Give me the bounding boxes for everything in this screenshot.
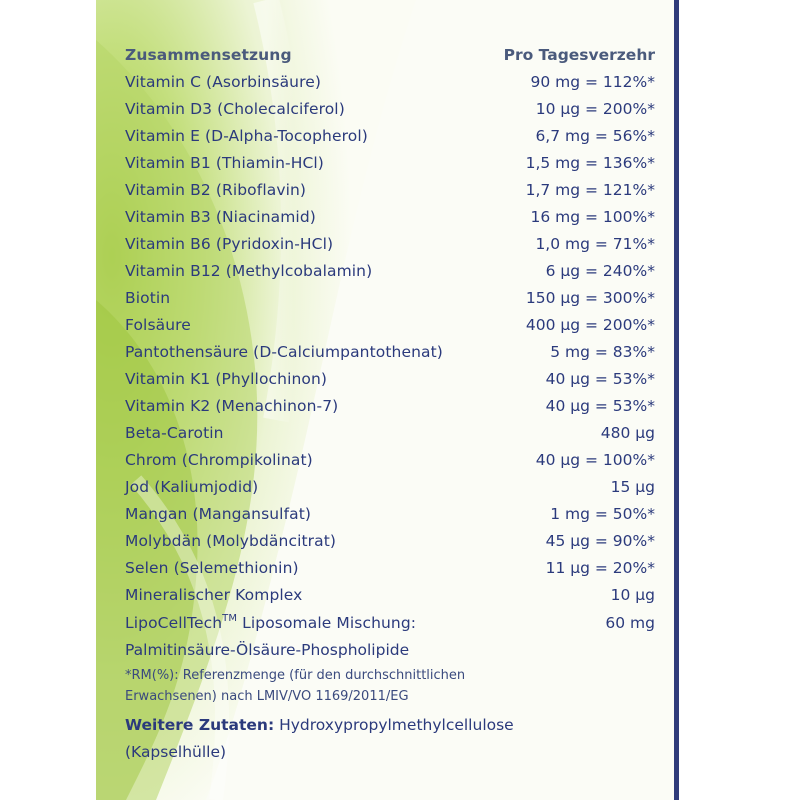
table-row	[125, 289, 655, 316]
table-row	[125, 262, 655, 289]
table-row	[125, 343, 655, 370]
lipo-detail: Palmitinsäure-Ölsäure-Phospholipide	[125, 641, 410, 659]
nutrient-name: Selen (Selemethionin)	[125, 559, 299, 577]
nutrient-name: Mineralischer Komplex	[125, 586, 303, 604]
table-row	[125, 397, 655, 424]
table-row	[125, 316, 655, 343]
lipo-amount: 60 mg	[605, 614, 655, 632]
table-row	[125, 235, 655, 262]
nutrient-name: Chrom (Chrompikolinat)	[125, 451, 313, 469]
nutrient-amount: 1,0 mg = 71%*	[535, 235, 655, 253]
further-ingredients-text: Hydroxypropylmethylcellulose	[274, 716, 514, 734]
nutrient-amount: 40 µg = 100%*	[535, 451, 655, 469]
table-row	[125, 127, 655, 154]
nutrient-name: Vitamin K2 (Menachinon-7)	[125, 397, 339, 415]
table-row	[125, 370, 655, 397]
nutrient-name: Vitamin B3 (Niacinamid)	[125, 208, 316, 226]
header-daily-dose: Pro Tagesverzehr	[503, 46, 655, 64]
table-row	[125, 208, 655, 235]
nutrient-amount: 6 µg = 240%*	[545, 262, 655, 280]
table-row	[125, 154, 655, 181]
nutrient-name: Molybdän (Molybdäncitrat)	[125, 532, 337, 550]
nutrient-name: Vitamin K1 (Phyllochinon)	[125, 370, 328, 388]
nutrient-amount: 15 µg	[610, 478, 655, 496]
nutrient-amount: 16 mg = 100%*	[530, 208, 655, 226]
nutrient-amount: 40 µg = 53%*	[545, 397, 655, 415]
nutrient-amount: 45 µg = 90%*	[545, 532, 655, 550]
footnote-line-2: Erwachsenen) nach LMIV/VO 1169/2011/EG	[125, 689, 409, 704]
trademark-sup: TM	[222, 613, 238, 624]
table-row	[125, 181, 655, 208]
nutrient-name: Jod (Kaliumjodid)	[125, 478, 259, 496]
nutrient-amount: 10 µg	[610, 586, 655, 604]
table-row	[125, 559, 655, 586]
nutrient-name: Mangan (Mangansulfat)	[125, 505, 312, 523]
nutrient-name: Pantothensäure (D-Calciumpantothenat)	[125, 343, 443, 361]
nutrient-name: Vitamin C (Asorbinsäure)	[125, 73, 322, 91]
nutrient-name: Vitamin B2 (Riboflavin)	[125, 181, 307, 199]
nutrient-name: Vitamin B6 (Pyridoxin-HCl)	[125, 235, 334, 253]
nutrient-name: Vitamin D3 (Cholecalciferol)	[125, 100, 345, 118]
further-ingredients	[125, 716, 514, 734]
nutrient-amount: 6,7 mg = 56%*	[535, 127, 655, 145]
table-row	[125, 73, 655, 100]
table-row	[125, 505, 655, 532]
nutrient-name: Vitamin E (D-Alpha-Tocopherol)	[125, 127, 368, 145]
nutrient-amount: 5 mg = 83%*	[550, 343, 655, 361]
nutrient-amount: 400 µg = 200%*	[525, 316, 655, 334]
further-ingredients-label: Weitere Zutaten:	[125, 716, 275, 734]
table-row	[125, 451, 655, 478]
footnote-line-1: *RM(%): Referenzmenge (für den durchschnittlichen	[125, 668, 466, 683]
lipo-name	[125, 614, 416, 632]
nutrient-amount: 10 µg = 200%*	[535, 100, 655, 118]
table-row	[125, 478, 655, 505]
nutrient-name: Folsäure	[125, 316, 191, 334]
lipo-name-suffix: Liposomale Mischung:	[237, 614, 417, 632]
nutrient-amount: 1,7 mg = 121%*	[525, 181, 655, 199]
table-row-lipocelltech	[125, 614, 655, 641]
nutrient-amount: 480 µg	[600, 424, 655, 442]
nutrient-amount: 11 µg = 20%*	[545, 559, 655, 577]
nutrient-name: Biotin	[125, 289, 171, 307]
nutrient-amount: 40 µg = 53%*	[545, 370, 655, 388]
nutrient-amount: 90 mg = 112%*	[530, 73, 655, 91]
table-row	[125, 586, 655, 613]
header-composition: Zusammensetzung	[125, 46, 292, 64]
nutrient-amount: 1,5 mg = 136%*	[525, 154, 655, 172]
nutrient-name: Vitamin B12 (Methylcobalamin)	[125, 262, 373, 280]
nutrient-amount: 1 mg = 50%*	[550, 505, 655, 523]
table-header	[125, 46, 655, 73]
table-row	[125, 100, 655, 127]
lipo-name-prefix: LipoCellTech	[125, 614, 223, 632]
nutrient-name: Vitamin B1 (Thiamin-HCl)	[125, 154, 324, 172]
nutrient-name: Beta-Carotin	[125, 424, 224, 442]
table-row	[125, 532, 655, 559]
table-row	[125, 424, 655, 451]
nutrient-amount: 150 µg = 300%*	[525, 289, 655, 307]
further-ingredients-cont: (Kapselhülle)	[125, 743, 227, 761]
